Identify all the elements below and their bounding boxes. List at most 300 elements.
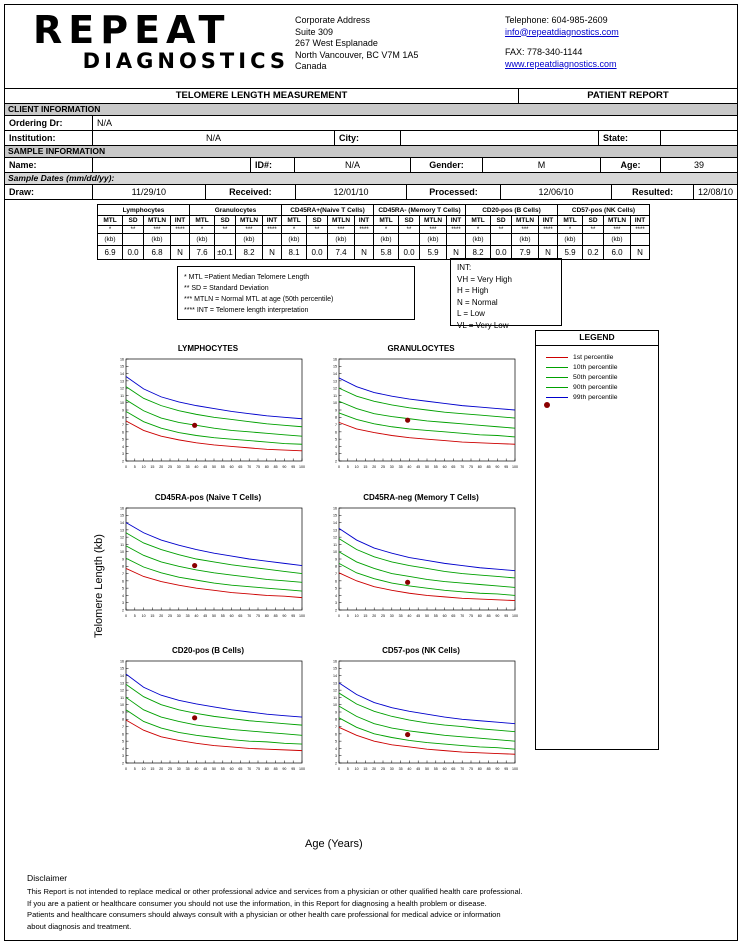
report-header xyxy=(5,5,737,89)
legend-label: 90th percentile xyxy=(573,383,618,391)
svg-text:3: 3 xyxy=(122,452,124,457)
svg-text:6: 6 xyxy=(335,579,337,584)
measurement-superscript: ** xyxy=(491,226,512,234)
svg-text:60: 60 xyxy=(229,614,234,618)
svg-text:85: 85 xyxy=(486,614,491,618)
svg-text:45: 45 xyxy=(203,614,208,618)
svg-text:85: 85 xyxy=(273,767,278,771)
svg-text:13: 13 xyxy=(120,681,124,686)
ordering-dr-row xyxy=(5,116,737,131)
svg-text:7: 7 xyxy=(122,724,124,729)
measurement-unit: (kb) xyxy=(558,234,583,246)
measurement-unit xyxy=(307,234,328,246)
svg-text:60: 60 xyxy=(442,767,447,771)
measurement-superscript: **** xyxy=(447,226,466,234)
id-value[interactable]: N/A xyxy=(295,158,411,172)
svg-text:20: 20 xyxy=(159,614,164,618)
patient-marker-legend xyxy=(544,402,550,408)
svg-text:25: 25 xyxy=(381,465,385,469)
svg-text:80: 80 xyxy=(477,767,482,771)
svg-text:0: 0 xyxy=(338,767,340,771)
svg-text:11: 11 xyxy=(333,393,337,398)
svg-text:45: 45 xyxy=(203,767,208,771)
definition-item: **** INT = Telomere length interpretation xyxy=(184,307,309,314)
svg-text:50: 50 xyxy=(425,614,429,618)
measurement-value: N xyxy=(631,246,650,260)
measurement-value: N xyxy=(171,246,190,260)
age-value[interactable]: 39 xyxy=(693,160,704,170)
svg-text:60: 60 xyxy=(229,465,234,469)
svg-text:5: 5 xyxy=(335,586,337,591)
svg-text:5: 5 xyxy=(335,739,337,744)
measurement-column-header: MTL xyxy=(190,216,215,226)
city-label: City: xyxy=(335,131,401,145)
svg-text:65: 65 xyxy=(451,614,456,618)
svg-text:14: 14 xyxy=(120,520,124,525)
measurement-value: N xyxy=(355,246,374,260)
measurement-unit xyxy=(583,234,604,246)
svg-text:65: 65 xyxy=(451,767,456,771)
svg-text:13: 13 xyxy=(333,528,337,533)
svg-text:6: 6 xyxy=(335,732,337,737)
measurement-value: 8.1 xyxy=(282,246,307,260)
sample-row xyxy=(5,158,737,173)
svg-text:75: 75 xyxy=(469,465,473,469)
legend-item xyxy=(536,382,658,392)
svg-text:95: 95 xyxy=(504,767,509,771)
measurement-column-header: SD xyxy=(123,216,144,226)
svg-text:55: 55 xyxy=(220,767,225,771)
legend-items xyxy=(536,346,658,402)
svg-text:95: 95 xyxy=(504,614,509,618)
svg-text:30: 30 xyxy=(389,465,394,469)
svg-text:6: 6 xyxy=(122,579,124,584)
draw-label: Draw: xyxy=(5,185,93,199)
svg-text:95: 95 xyxy=(291,614,296,618)
section-sample-dates: Sample Dates (mm/dd/yy): xyxy=(5,173,737,185)
measurement-value: ±0.1 xyxy=(215,246,236,260)
interpretation-item: VL = Very Low xyxy=(457,320,509,330)
svg-text:20: 20 xyxy=(159,465,164,469)
disclaimer-line: about diagnosis and treatment. xyxy=(27,921,132,931)
patient-data-point xyxy=(405,732,410,737)
ordering-dr-value[interactable]: N/A xyxy=(97,118,113,128)
measurement-value: 7.4 xyxy=(328,246,355,260)
svg-text:40: 40 xyxy=(194,465,199,469)
svg-text:0: 0 xyxy=(338,614,340,618)
svg-text:50: 50 xyxy=(212,614,216,618)
legend-swatch xyxy=(546,357,568,358)
measurement-unit: (kb) xyxy=(144,234,171,246)
svg-text:7: 7 xyxy=(335,422,337,427)
svg-text:6: 6 xyxy=(122,732,124,737)
svg-text:50: 50 xyxy=(425,767,429,771)
address-line-4: Canada xyxy=(295,61,327,71)
svg-text:90: 90 xyxy=(282,767,287,771)
measurement-value: 6.8 xyxy=(144,246,171,260)
svg-text:35: 35 xyxy=(185,767,190,771)
measurement-value: N xyxy=(263,246,282,260)
definition-item: ** SD = Standard Deviation xyxy=(184,285,269,292)
svg-text:14: 14 xyxy=(120,371,124,376)
svg-text:90: 90 xyxy=(282,614,287,618)
svg-text:5: 5 xyxy=(346,465,349,469)
svg-text:15: 15 xyxy=(333,364,337,369)
svg-text:35: 35 xyxy=(185,465,190,469)
svg-text:50: 50 xyxy=(212,767,216,771)
id-label: ID#: xyxy=(251,158,295,172)
city-value[interactable] xyxy=(401,131,599,145)
svg-text:8: 8 xyxy=(122,415,124,420)
definitions-box xyxy=(177,266,415,320)
fax-text: FAX: 778-340-1144 xyxy=(505,47,583,57)
measurement-column-header: MTL xyxy=(98,216,123,226)
svg-text:15: 15 xyxy=(120,666,124,671)
svg-text:25: 25 xyxy=(168,465,172,469)
measurement-group-header: Lymphocytes xyxy=(98,205,190,216)
measurement-table-wrap xyxy=(5,204,737,260)
svg-text:14: 14 xyxy=(333,673,337,678)
svg-text:2: 2 xyxy=(122,761,124,766)
institution-label: Institution: xyxy=(5,131,93,145)
svg-text:5: 5 xyxy=(346,767,349,771)
svg-text:9: 9 xyxy=(122,408,124,413)
svg-text:75: 75 xyxy=(256,465,260,469)
svg-text:10: 10 xyxy=(120,703,124,708)
measurement-superscript: * xyxy=(374,226,399,234)
svg-text:90: 90 xyxy=(495,767,500,771)
measurement-superscript: **** xyxy=(171,226,190,234)
gender-value[interactable]: M xyxy=(483,158,601,172)
measurement-unit: (kb) xyxy=(374,234,399,246)
svg-text:0: 0 xyxy=(125,767,127,771)
chart-plot xyxy=(110,504,306,622)
legend-swatch xyxy=(546,377,568,378)
svg-text:35: 35 xyxy=(398,465,403,469)
measurement-superscript: *** xyxy=(420,226,447,234)
disclaimer xyxy=(27,873,717,933)
measurement-value: 0.0 xyxy=(491,246,512,260)
svg-text:95: 95 xyxy=(291,465,296,469)
svg-text:100: 100 xyxy=(299,614,305,618)
svg-text:10: 10 xyxy=(141,767,146,771)
measurement-table xyxy=(97,204,650,260)
website-link[interactable]: www.repeatdiagnostics.com xyxy=(505,58,617,69)
measurement-column-header: INT xyxy=(539,216,558,226)
svg-text:70: 70 xyxy=(460,767,465,771)
chart-plot xyxy=(110,355,306,473)
measurement-unit: (kb) xyxy=(236,234,263,246)
svg-text:0: 0 xyxy=(338,465,340,469)
svg-text:10: 10 xyxy=(141,614,146,618)
svg-text:90: 90 xyxy=(495,465,500,469)
chart-plot xyxy=(323,355,519,473)
svg-text:11: 11 xyxy=(333,695,337,700)
svg-text:4: 4 xyxy=(335,593,337,598)
gender-label: Gender: xyxy=(411,158,483,172)
svg-text:85: 85 xyxy=(486,465,491,469)
report-title: TELOMERE LENGTH MEASUREMENT xyxy=(5,89,519,103)
svg-text:35: 35 xyxy=(398,767,403,771)
measurement-column-header: MTL xyxy=(282,216,307,226)
measurement-superscript: ** xyxy=(307,226,328,234)
name-label: Name: xyxy=(5,158,93,172)
svg-text:30: 30 xyxy=(176,614,181,618)
measurement-value: 7.6 xyxy=(190,246,215,260)
chart-panel xyxy=(323,344,519,473)
svg-text:20: 20 xyxy=(372,465,377,469)
measurement-superscript: ** xyxy=(123,226,144,234)
svg-text:8: 8 xyxy=(335,564,337,569)
svg-text:13: 13 xyxy=(120,379,124,384)
received-value[interactable]: 12/01/10 xyxy=(296,185,408,199)
measurement-superscript: *** xyxy=(144,226,171,234)
svg-text:60: 60 xyxy=(442,614,447,618)
measurement-group-header: CD45RA+(Naive T Cells) xyxy=(282,205,374,216)
measurement-group-header: CD45RA- (Memory T Cells) xyxy=(374,205,466,216)
svg-text:40: 40 xyxy=(194,614,199,618)
report-type: PATIENT REPORT xyxy=(587,90,669,101)
disclaimer-title: Disclaimer xyxy=(27,872,68,883)
contact-block xyxy=(505,5,619,88)
svg-text:9: 9 xyxy=(122,557,124,562)
svg-text:14: 14 xyxy=(333,371,337,376)
svg-text:16: 16 xyxy=(333,659,337,664)
svg-text:10: 10 xyxy=(354,614,359,618)
measurement-value: N xyxy=(539,246,558,260)
svg-text:75: 75 xyxy=(256,767,260,771)
measurement-column-header: SD xyxy=(307,216,328,226)
measurement-value: 0.0 xyxy=(399,246,420,260)
svg-text:8: 8 xyxy=(122,564,124,569)
svg-text:10: 10 xyxy=(120,401,124,406)
svg-text:55: 55 xyxy=(220,614,225,618)
svg-text:30: 30 xyxy=(389,767,394,771)
svg-text:15: 15 xyxy=(120,364,124,369)
svg-text:80: 80 xyxy=(477,465,482,469)
svg-text:15: 15 xyxy=(363,465,368,469)
measurement-value: 7.9 xyxy=(512,246,539,260)
svg-text:13: 13 xyxy=(333,681,337,686)
patient-data-point xyxy=(405,580,410,585)
measurement-superscript: * xyxy=(190,226,215,234)
chart-title: CD20-pos (B Cells) xyxy=(171,646,244,655)
interpretation-item: H = High xyxy=(457,286,489,295)
svg-text:5: 5 xyxy=(346,614,349,618)
measurement-column-header: INT xyxy=(355,216,374,226)
resulted-label: Resulted: xyxy=(612,185,694,199)
svg-text:10: 10 xyxy=(333,401,337,406)
svg-text:3: 3 xyxy=(335,754,337,759)
legend-title: LEGEND xyxy=(536,331,658,346)
state-label: State: xyxy=(599,131,661,145)
interpretation-box xyxy=(450,258,562,330)
measurement-value: N xyxy=(447,246,466,260)
svg-text:9: 9 xyxy=(335,557,337,562)
svg-text:9: 9 xyxy=(335,408,337,413)
measurement-unit xyxy=(123,234,144,246)
svg-text:8: 8 xyxy=(335,717,337,722)
measurement-value: 5.9 xyxy=(420,246,447,260)
svg-text:4: 4 xyxy=(122,593,124,598)
chart-panel xyxy=(110,646,306,775)
measurement-superscript: *** xyxy=(512,226,539,234)
legend-item xyxy=(536,392,658,402)
measurement-column-header: INT xyxy=(171,216,190,226)
legend-swatch xyxy=(546,397,568,398)
svg-text:40: 40 xyxy=(194,767,199,771)
svg-text:10: 10 xyxy=(354,465,359,469)
legend-label: 1st percentile xyxy=(573,353,614,361)
svg-text:15: 15 xyxy=(333,666,337,671)
email-link[interactable]: info@repeatdiagnostics.com xyxy=(505,26,619,37)
svg-text:3: 3 xyxy=(122,601,124,606)
chart-title: CD45RA-pos (Naive T Cells) xyxy=(154,493,262,502)
svg-text:80: 80 xyxy=(264,767,269,771)
measurement-unit: (kb) xyxy=(98,234,123,246)
svg-text:55: 55 xyxy=(433,767,438,771)
svg-text:100: 100 xyxy=(512,614,518,618)
svg-text:30: 30 xyxy=(176,465,181,469)
measurement-superscript: **** xyxy=(263,226,282,234)
svg-text:10: 10 xyxy=(333,550,337,555)
chart-title: LYMPHOCYTES xyxy=(177,344,239,353)
measurement-column-header: SD xyxy=(215,216,236,226)
definition-item: *** MTLN = Normal MTL at age (50th percentile) xyxy=(184,296,334,303)
svg-text:65: 65 xyxy=(238,614,243,618)
svg-text:16: 16 xyxy=(333,357,337,362)
measurement-column-header: SD xyxy=(583,216,604,226)
svg-text:16: 16 xyxy=(333,506,337,511)
state-value[interactable] xyxy=(661,131,737,145)
svg-text:11: 11 xyxy=(120,542,124,547)
received-label: Received: xyxy=(206,185,296,199)
svg-text:5: 5 xyxy=(133,614,136,618)
measurement-unit: (kb) xyxy=(328,234,355,246)
measurement-superscript: *** xyxy=(328,226,355,234)
svg-text:55: 55 xyxy=(220,465,225,469)
legend-box xyxy=(535,330,659,750)
institution-row xyxy=(5,131,737,146)
svg-text:15: 15 xyxy=(363,767,368,771)
svg-text:8: 8 xyxy=(335,415,337,420)
svg-text:16: 16 xyxy=(120,659,124,664)
svg-text:8: 8 xyxy=(122,717,124,722)
institution-value[interactable]: N/A xyxy=(93,131,335,145)
interpretation-heading: INT: xyxy=(457,263,472,272)
svg-text:75: 75 xyxy=(469,614,473,618)
x-axis-label: Age (Years) xyxy=(305,838,363,850)
processed-value[interactable]: 12/06/10 xyxy=(501,185,613,199)
measurement-unit xyxy=(491,234,512,246)
svg-text:13: 13 xyxy=(333,379,337,384)
chart-title: GRANULOCYTES xyxy=(387,344,455,353)
svg-text:2: 2 xyxy=(335,761,337,766)
interpretation-item: N = Normal xyxy=(457,297,498,307)
patient-data-point xyxy=(192,423,197,428)
svg-text:5: 5 xyxy=(122,586,124,591)
svg-text:25: 25 xyxy=(381,614,385,618)
svg-text:40: 40 xyxy=(407,767,412,771)
svg-text:5: 5 xyxy=(122,739,124,744)
svg-text:35: 35 xyxy=(398,614,403,618)
svg-text:5: 5 xyxy=(122,437,124,442)
svg-text:80: 80 xyxy=(264,465,269,469)
svg-text:70: 70 xyxy=(460,614,465,618)
svg-text:12: 12 xyxy=(333,386,337,391)
chart-title: CD57-pos (NK Cells) xyxy=(382,646,460,655)
svg-text:75: 75 xyxy=(256,614,260,618)
svg-text:16: 16 xyxy=(120,506,124,511)
measurement-superscript: *** xyxy=(236,226,263,234)
measurement-unit xyxy=(447,234,466,246)
measurement-column-header: MTLN xyxy=(512,216,539,226)
svg-text:100: 100 xyxy=(299,767,305,771)
measurement-column-header: MTLN xyxy=(144,216,171,226)
dates-row xyxy=(5,185,737,200)
draw-value[interactable]: 11/29/10 xyxy=(93,185,206,199)
svg-text:55: 55 xyxy=(433,614,438,618)
patient-data-point xyxy=(405,418,410,423)
svg-text:14: 14 xyxy=(120,673,124,678)
svg-text:95: 95 xyxy=(504,465,509,469)
svg-text:0: 0 xyxy=(125,465,127,469)
svg-text:30: 30 xyxy=(389,614,394,618)
measurement-unit xyxy=(171,234,190,246)
svg-text:2: 2 xyxy=(122,608,124,613)
disclaimer-line: Patients and healthcare consumers should always consult with a physician or other health care professional for medical advice or information xyxy=(27,910,501,919)
company-logo xyxy=(5,5,295,88)
chart-plot xyxy=(323,504,519,622)
measurement-column-header: INT xyxy=(631,216,650,226)
resulted-value[interactable]: 12/08/10 xyxy=(697,187,733,197)
measurement-unit: (kb) xyxy=(420,234,447,246)
svg-text:5: 5 xyxy=(335,437,337,442)
address-line-2: 267 West Esplanade xyxy=(295,38,378,48)
measurement-value: 8.2 xyxy=(466,246,491,260)
svg-text:5: 5 xyxy=(133,767,136,771)
svg-text:45: 45 xyxy=(416,614,421,618)
svg-text:9: 9 xyxy=(122,710,124,715)
measurement-value: 8.2 xyxy=(236,246,263,260)
svg-text:65: 65 xyxy=(238,465,243,469)
svg-text:70: 70 xyxy=(247,767,252,771)
legend-item xyxy=(536,372,658,382)
svg-text:100: 100 xyxy=(512,465,518,469)
ordering-dr-label: Ordering Dr: xyxy=(5,116,93,130)
svg-text:2: 2 xyxy=(335,459,337,464)
measurement-unit xyxy=(263,234,282,246)
svg-text:40: 40 xyxy=(407,614,412,618)
svg-text:20: 20 xyxy=(372,614,377,618)
interpretation-item: VH = Very High xyxy=(457,274,512,284)
chart-panel xyxy=(110,493,306,622)
measurement-column-header: INT xyxy=(263,216,282,226)
svg-text:45: 45 xyxy=(416,465,421,469)
measurement-value: 0.0 xyxy=(307,246,328,260)
svg-text:15: 15 xyxy=(363,614,368,618)
svg-text:7: 7 xyxy=(335,571,337,576)
measurement-group-header: CD20-pos (B Cells) xyxy=(466,205,558,216)
svg-text:85: 85 xyxy=(486,767,491,771)
svg-text:12: 12 xyxy=(333,535,337,540)
svg-text:65: 65 xyxy=(451,465,456,469)
svg-text:70: 70 xyxy=(247,614,252,618)
report-frame xyxy=(4,4,738,941)
svg-text:5: 5 xyxy=(133,465,136,469)
svg-text:45: 45 xyxy=(416,767,421,771)
name-value[interactable] xyxy=(93,158,251,172)
